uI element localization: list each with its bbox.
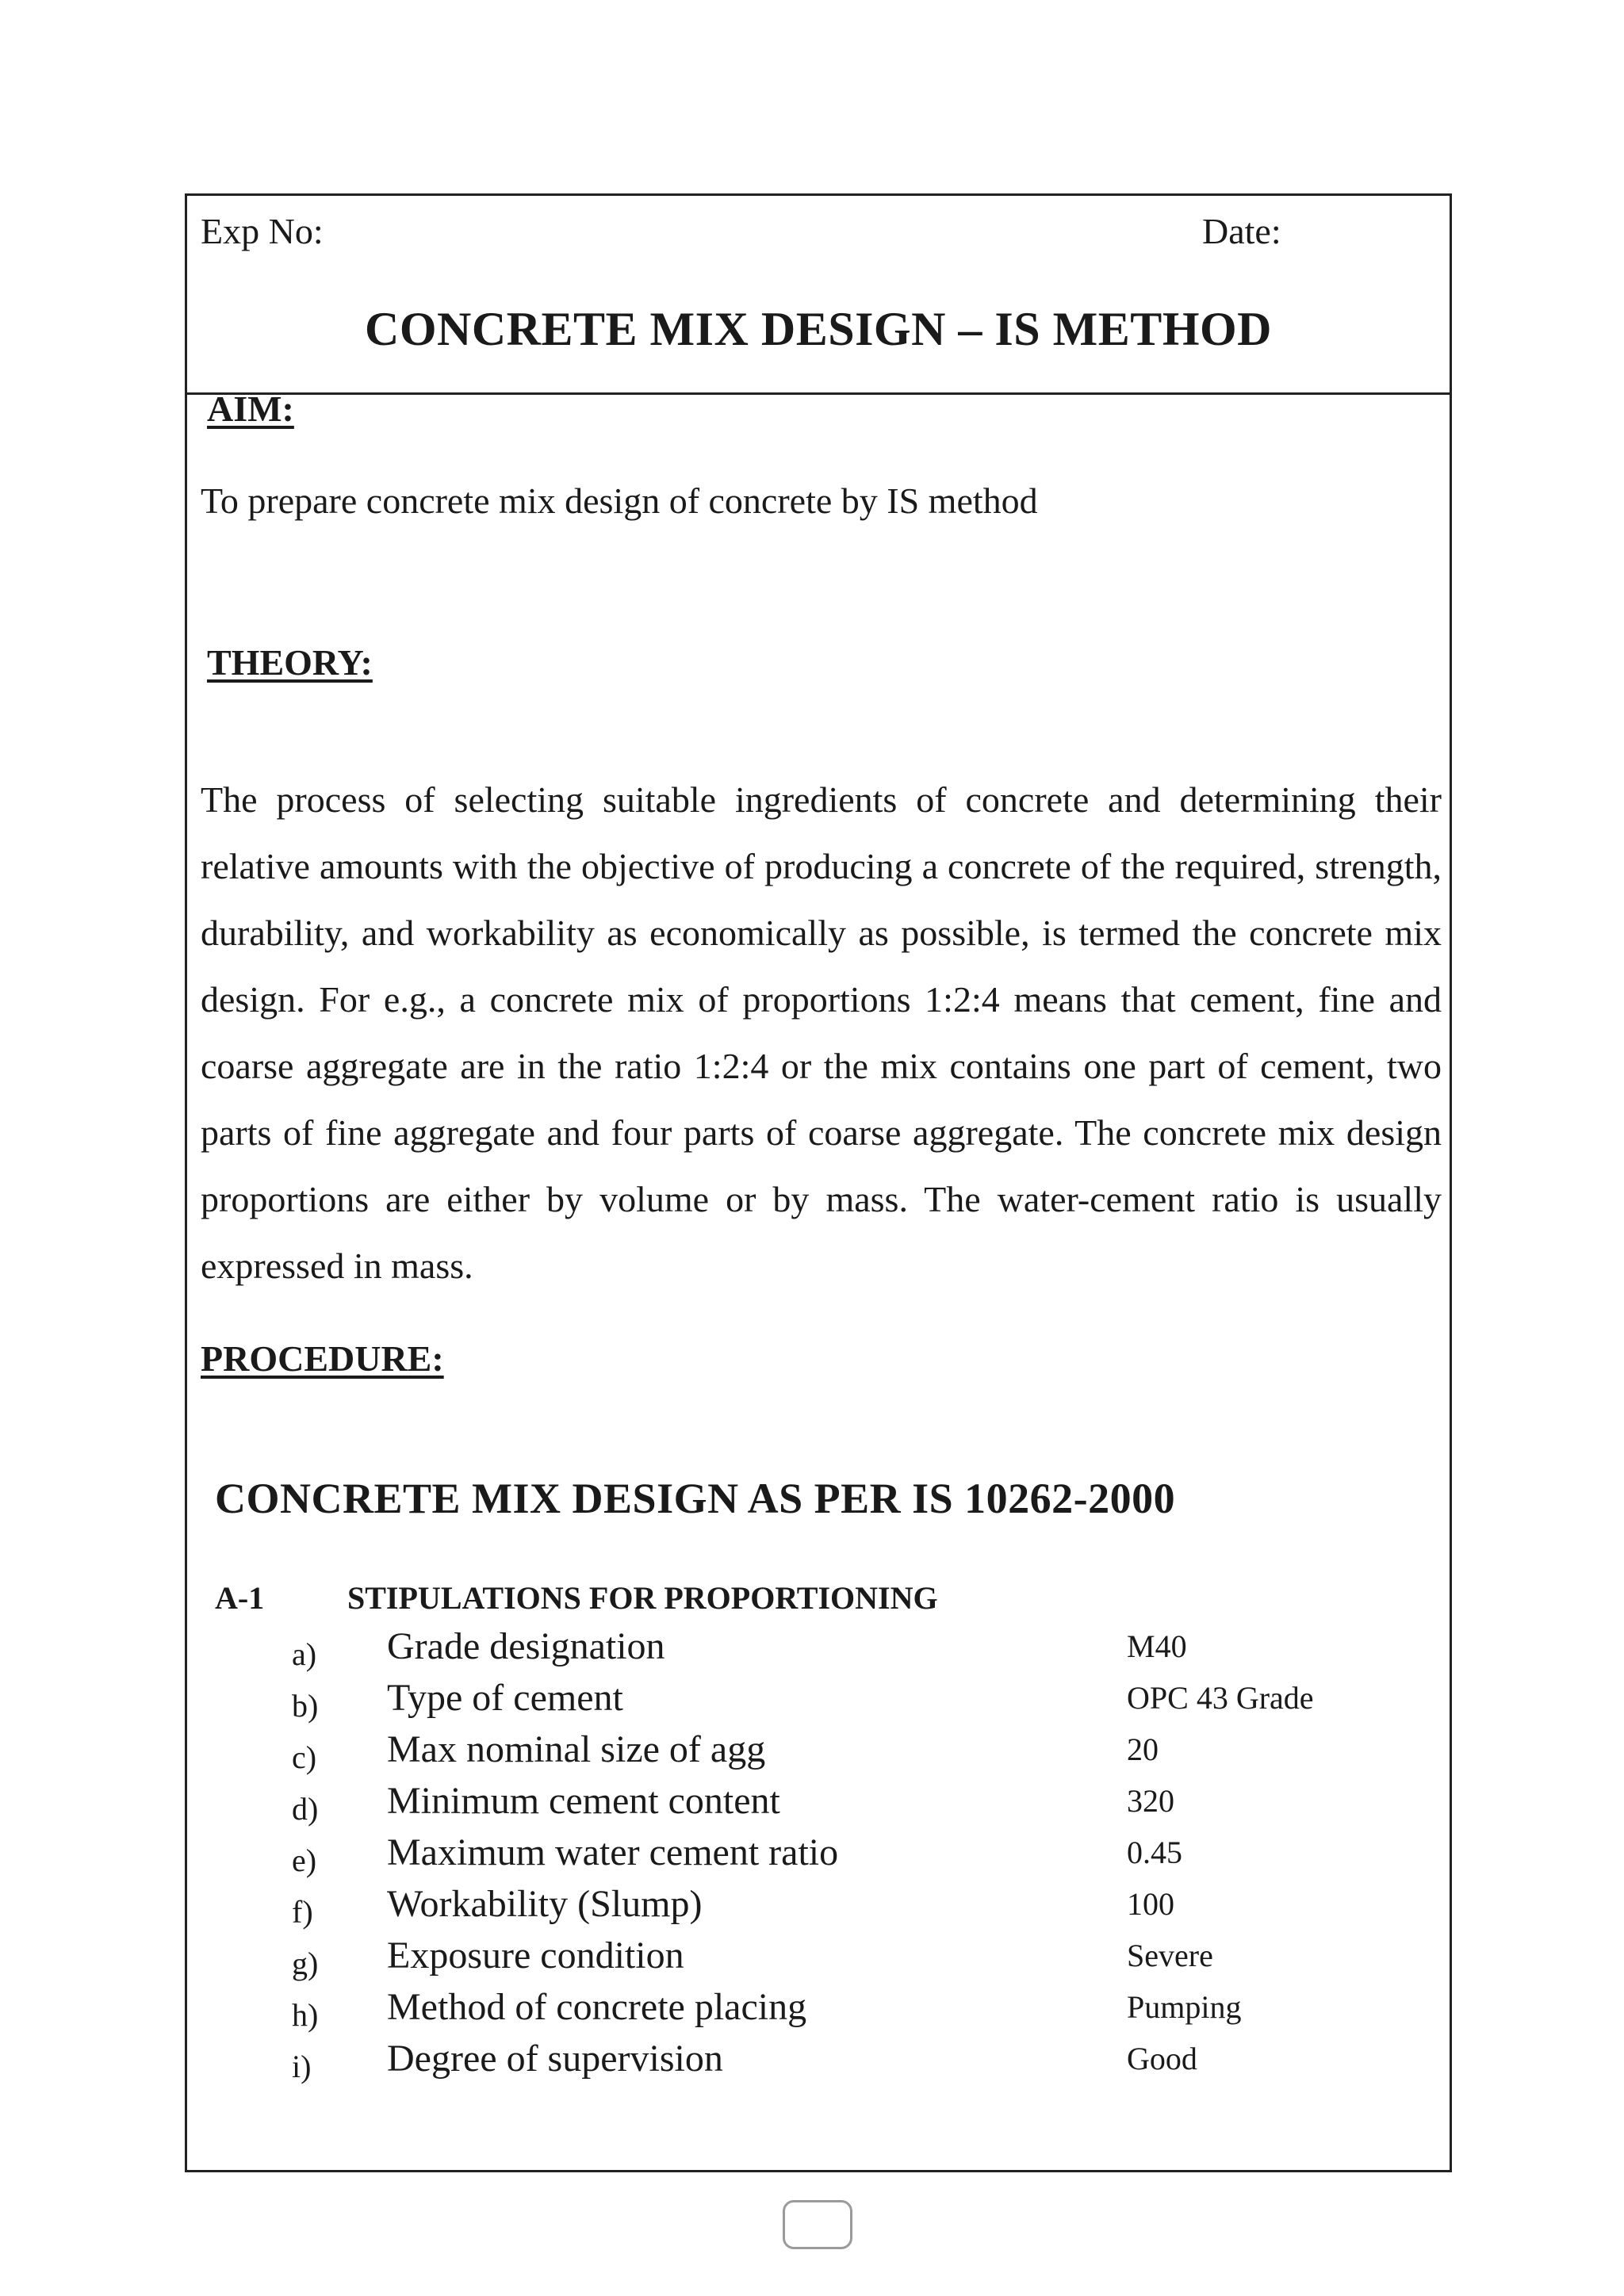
stipulation-label: Grade designation bbox=[387, 1625, 665, 1667]
header-box bbox=[187, 196, 1450, 395]
stipulation-value: 0.45 bbox=[1127, 1835, 1182, 1870]
procedure-heading: PROCEDURE: bbox=[201, 1338, 444, 1379]
theory-text: The process of selecting suitable ingredients of concrete and determining their relative amounts with the objective of producing a concrete of the required, strength, durability, and workability as economically as possible, is termed the concrete mix design. For e.g., a concrete mix of proportions 1:2:4 means that cement, fine and coarse aggregate are in the ratio 1:2:4 or the mix contains one part of cement, two parts of fine aggregate and four parts of coarse aggregate. The concrete mix design proportions are either by volume or by mass. The water-cement ratio is usually expressed in mass. bbox=[201, 779, 1442, 1286]
date-label: Date: bbox=[1202, 211, 1281, 251]
stipulation-value: Pumping bbox=[1127, 1989, 1242, 2025]
stipulation-value: Good bbox=[1127, 2041, 1197, 2076]
stipulation-letter: d) bbox=[292, 1791, 319, 1827]
stipulation-value: OPC 43 Grade bbox=[1127, 1680, 1314, 1716]
stipulation-label: Max nominal size of agg bbox=[387, 1728, 766, 1770]
stipulation-row bbox=[187, 1934, 1450, 1985]
subsection-title: STIPULATIONS FOR PROPORTIONING bbox=[347, 1580, 938, 1616]
stipulation-letter: g) bbox=[292, 1946, 319, 1981]
stipulation-letter: h) bbox=[292, 1997, 319, 2033]
stipulation-row bbox=[187, 1779, 1450, 1831]
stipulation-letter: b) bbox=[292, 1688, 319, 1724]
stipulation-label: Workability (Slump) bbox=[387, 1883, 703, 1925]
stipulation-value: Severe bbox=[1127, 1938, 1213, 1973]
subsection-code: A-1 bbox=[215, 1580, 265, 1616]
document-title: CONCRETE MIX DESIGN – IS METHOD bbox=[365, 303, 1272, 355]
stipulation-row bbox=[187, 1831, 1450, 1882]
stipulation-label: Maximum water cement ratio bbox=[387, 1831, 839, 1873]
stipulation-letter: e) bbox=[292, 1843, 317, 1878]
stipulation-label: Method of concrete placing bbox=[387, 1986, 807, 2028]
stipulation-value: 320 bbox=[1127, 1783, 1174, 1819]
stipulation-value: M40 bbox=[1127, 1628, 1187, 1664]
stipulation-row bbox=[187, 1676, 1450, 1728]
theory-heading: THEORY: bbox=[207, 642, 373, 683]
page-frame bbox=[185, 193, 1452, 2172]
stipulation-value: 100 bbox=[1127, 1886, 1174, 1922]
stipulation-row bbox=[187, 1728, 1450, 1779]
stipulation-value: 20 bbox=[1127, 1732, 1159, 1767]
stipulation-letter: c) bbox=[292, 1739, 317, 1775]
aim-heading: AIM: bbox=[207, 388, 294, 429]
page-number-box bbox=[783, 2200, 852, 2249]
stipulation-label: Type of cement bbox=[387, 1677, 623, 1719]
stipulation-label: Minimum cement content bbox=[387, 1780, 780, 1822]
aim-text: To prepare concrete mix design of concrete by IS method bbox=[201, 480, 1038, 521]
section-title: CONCRETE MIX DESIGN AS PER IS 10262-2000 bbox=[215, 1475, 1176, 1522]
stipulation-row bbox=[187, 1882, 1450, 1934]
stipulation-letter: i) bbox=[292, 2049, 312, 2084]
stipulation-row bbox=[187, 1985, 1450, 2037]
stipulation-label: Exposure condition bbox=[387, 1934, 684, 1976]
stipulation-letter: a) bbox=[292, 1636, 317, 1672]
stipulation-letter: f) bbox=[292, 1894, 313, 1930]
stipulation-row bbox=[187, 1624, 1450, 1676]
stipulation-row bbox=[187, 2037, 1450, 2088]
exp-no-label: Exp No: bbox=[201, 211, 324, 251]
stipulation-label: Degree of supervision bbox=[387, 2038, 723, 2080]
